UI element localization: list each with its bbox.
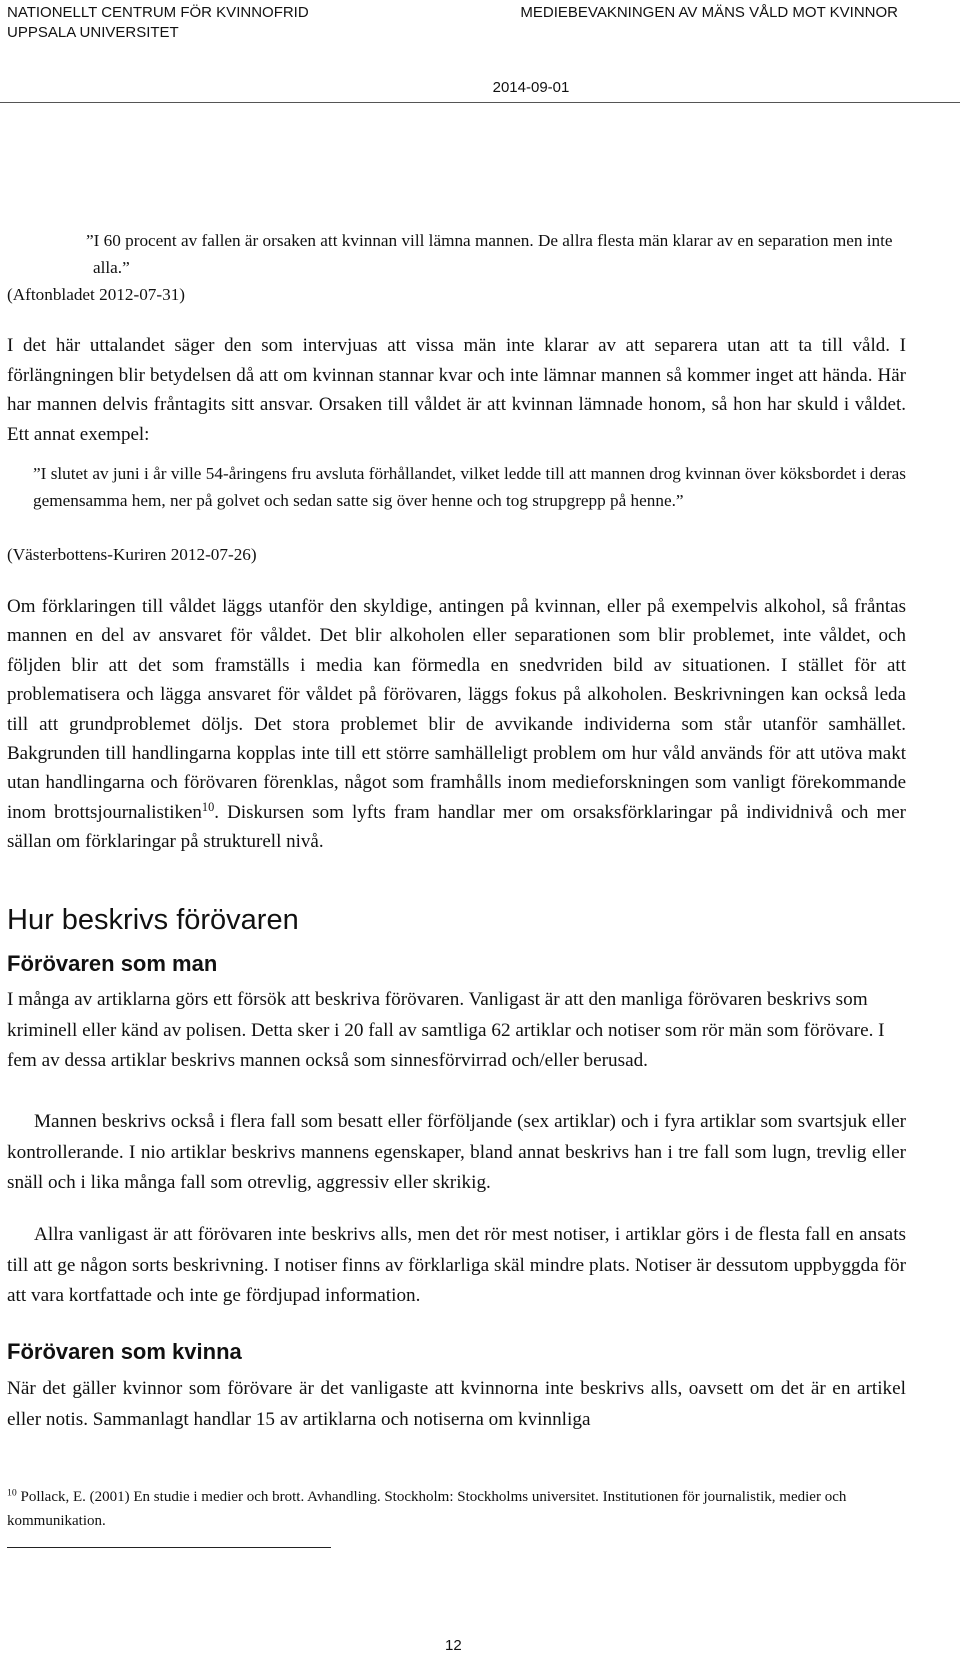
subheading-woman: Förövaren som kvinna [7,1339,242,1364]
header-university: UPPSALA UNIVERSITET [7,24,179,41]
paragraph-2-text: Om förklaringen till våldet läggs utanför den skyldige, antingen på kvinnan, eller på exempelvis alkohol, så fråntas mannen en del av ansvaret för våldet. Det blir alkoholen eller separationen som blir problemet, inte våldet, och följden blir att det som framställs i media kan förmedla en snedvriden bild av situationen. I stället för att problematisera och lägga ansvaret för våldet på förövaren, läggs fokus på alkoholen. Beskrivningen kan också leda till att grundproblemet döljs. Det stora problemet blir de avvikande individerna som står utanför samhället. Bakgrunden till handlingarna kopplas inte till ett större samhälleligt problem om hur våld används för att utöva makt utan handlingarna och förövaren förenklas, något som framhålls inom medieforskningen som vanligt förekommande inom brottsjournalistiken [7,596,906,823]
block-quote-2 [33,460,906,514]
footnote [7,1485,906,1533]
subheading-man: Förövaren som man [7,951,218,976]
quote-1-source: (Aftonbladet 2012-07-31) [7,285,186,304]
section-heading: Hur beskrivs förövaren [7,904,299,936]
header-organization: NATIONELLT CENTRUM FÖR KVINNOFRID [7,4,309,21]
footnote-ref-10[interactable]: 10 [201,800,215,815]
quote-2-source: (Västerbottens-Kuriren 2012-07-26) [7,545,257,564]
block-quote-1 [63,227,906,281]
page-number: 12 [445,1637,462,1654]
paragraph-5: Allra vanligast är att förövaren inte beskrivs alls, men det rör mest notiser, i artiklar görs i de flesta fall en ansats till att ge någon sorts beskrivning. I notiser finns av förklarliga skäl mindre plats. Notiser är dessutom uppbyggda för att vara kortfattade och inte ge fördjupad information. [7,1224,906,1306]
paragraph-4: Mannen beskrivs också i flera fall som besatt eller förföljande (sex artiklar) och i fyra artiklar som svartsjuk eller kontrollerande. I nio artiklar beskrivs mannens egenskaper, bland annat beskrivs han i tre fall som lugn, trevlig eller snäll och i lika många fall som otrevlig, aggressiv eller skrikig. [7,1111,906,1193]
paragraph-1: I det här uttalandet säger den som intervjuas att vissa män inte klarar av att separera utan att ta till våld. I förlängningen blir betydelsen då att om kvinnan stannar kvar och inte lämnar mannen så kommer inget att hända. Här har mannen delvis fråntagits sitt ansvar. Orsaken till våldet är att kvinnan lämnade honom, så hon har skuld i våldet. Ett annat exempel: [7,335,906,446]
quote-2-text: ”I slutet av juni i år ville 54-åringens fru avsluta förhållandet, vilket ledde till att mannen drog kvinnan över köksbordet i deras gemensamma hem, ner på golvet och sedan satte sig över henne och tog strupgrepp på henne.” [33,464,906,510]
paragraph-2-text-end: . Diskursen som lyfts fram handlar mer om orsaksförklaringar på individnivå och mer sällan om förklaringar på strukturell nivå. [7,801,907,853]
quote-1-text: ”I 60 procent av fallen är orsaken att kvinnan vill lämna mannen. De allra flesta män klarar av en separation men inte alla.” [86,231,893,277]
footnote-number: 10 [7,1487,17,1499]
paragraph-6: När det gäller kvinnor som förövare är det vanligaste att kvinnorna inte beskrivs alls, oavsett om det är en artikel eller notis. Sammanlagt handlar 15 av artiklarna och notiserna om kvinnliga [7,1378,906,1430]
header-date: 2014-09-01 [492,79,570,96]
paragraph-3: I många av artiklarna görs ett försök att beskriva förövaren. Vanligast är att den manliga förövaren beskrivs som kriminell eller känd av polisen. Detta sker i 20 fall av samtliga 62 artiklar och notiser som rör män som förövare. I fem av dessa artiklar beskrivs mannen också som sinnesförvirrad och/eller berusad. [7,989,885,1071]
header-left [7,3,467,43]
footnote-text: Pollack, E. (2001) En studie i medier och brott. Avhandling. Stockholm: Stockholms universitet. Institutionen för journalistik, medier och kommunikation. [7,1489,847,1529]
header-document-title: MEDIEBEVAKNINGEN AV MÄNS VÅLD MOT KVINNOR [520,4,898,21]
footnote-divider [7,1547,331,1548]
header-divider [0,102,960,103]
paragraph-2 [7,592,906,857]
